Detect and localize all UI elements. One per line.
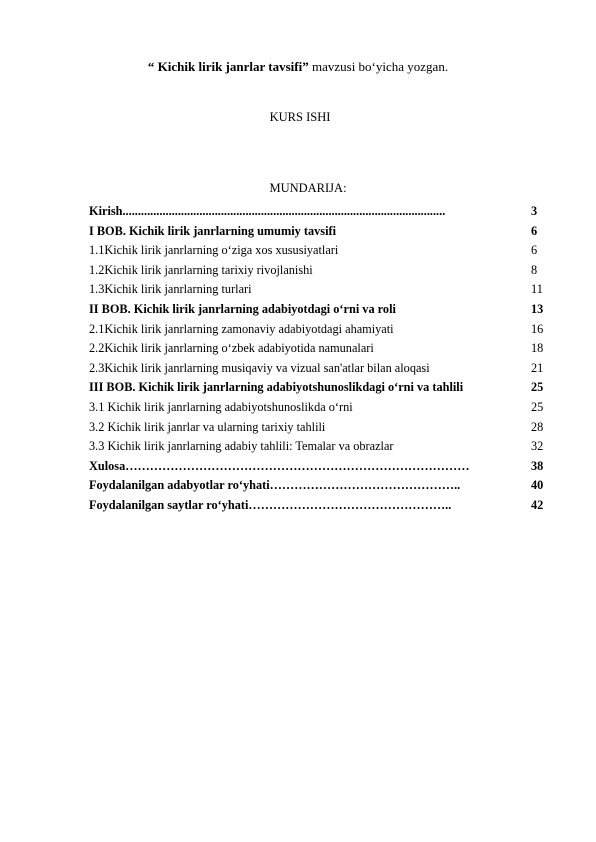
toc-entry-title: 2.1Kichik lirik janrlarning zamonaviy adabiyotdagi ahamiyati: [89, 321, 394, 336]
toc-entry-page-number: 42: [531, 497, 544, 512]
toc-entry-page-number: 25: [531, 380, 544, 395]
toc-entry: [89, 457, 559, 477]
toc-entry: [89, 320, 559, 340]
toc-entry: [89, 437, 559, 457]
toc-entry-title: 2.2Kichik lirik janrlarning o‘zbek adabiyotida namunalari: [89, 341, 374, 356]
toc-entry: [89, 202, 559, 222]
toc-entry-title: 3.3 Kichik lirik janrlarning adabiy tahlili: Temalar va obrazlar: [89, 439, 394, 454]
toc-entry: [89, 359, 559, 379]
toc-entry-title: I BOB. Kichik lirik janrlarning umumiy tavsifi: [89, 223, 336, 238]
toc-entry: [89, 241, 559, 261]
toc-entry-title: Kirish.........................................................................................................: [89, 204, 446, 218]
toc-entry-title: III BOB. Kichik lirik janrlarning adabiyotshunoslikdagi o‘rni va tahlili: [89, 380, 464, 395]
toc-entry: [89, 280, 559, 300]
toc-entry-page-number: 18: [531, 341, 544, 356]
toc-entry-title: 3.2 Kichik lirik janrlar va ularning tarixiy tahlili: [89, 419, 326, 434]
document-type-heading: KURS ISHI: [269, 110, 331, 124]
toc-entry: [89, 418, 559, 438]
toc-entry: [89, 222, 559, 242]
toc-entry-title: Xulosa…………………………………………………………………………: [89, 458, 470, 473]
toc-entry-page-number: 21: [531, 360, 544, 375]
toc-entry-page-number: 6: [531, 243, 538, 258]
toc-entry-title: 2.3Kichik lirik janrlarning musiqaviy va vizual san'atlar bilan aloqasi: [89, 360, 430, 375]
toc-entry-page-number: 6: [531, 223, 538, 238]
toc-entry: [89, 378, 559, 398]
toc-heading: MUNDARIJA:: [269, 181, 347, 195]
table-of-contents: [89, 202, 559, 516]
toc-entry-page-number: 38: [531, 458, 544, 473]
toc-entry-title: 3.1 Kichik lirik janrlarning adabiyotshunoslikda o‘rni: [89, 399, 353, 414]
toc-entry: [89, 261, 559, 281]
toc-entry: [89, 476, 559, 496]
toc-entry-title: II BOB. Kichik lirik janrlarning adabiyotdagi o‘rni va roli: [89, 301, 396, 316]
toc-entry-page-number: 32: [531, 439, 544, 454]
toc-entry: [89, 339, 559, 359]
toc-entry-page-number: 40: [531, 478, 544, 493]
toc-entry: [89, 300, 559, 320]
topic-title: “ Kichik lirik janrlar tavsifi”: [147, 59, 309, 74]
toc-entry-page-number: 28: [531, 419, 544, 434]
toc-entry-page-number: 8: [531, 262, 538, 277]
toc-entry: [89, 398, 559, 418]
toc-entry-title: 1.3Kichik lirik janrlarning turlari: [89, 282, 252, 297]
topic-line: [0, 59, 596, 75]
toc-entry-page-number: 3: [531, 204, 538, 218]
toc-entry-title: 1.1Kichik lirik janrlarning o‘ziga xos xususiyatlari: [89, 243, 339, 258]
toc-entry-page-number: 13: [531, 301, 544, 316]
toc-entry: [89, 496, 559, 516]
toc-entry-title: 1.2Kichik lirik janrlarning tarixiy rivojlanishi: [89, 262, 313, 277]
toc-entry-title: Foydalanilgan saytlar ro‘yhati…………………………………………..: [89, 497, 452, 512]
topic-suffix: mavzusi bo‘yicha yozgan.: [308, 59, 449, 74]
toc-entry-page-number: 25: [531, 399, 544, 414]
toc-entry-page-number: 11: [531, 282, 543, 297]
toc-entry-title: Foydalanilgan adabyotlar ro‘yhati………………………………………..: [89, 478, 461, 493]
toc-entry-page-number: 16: [531, 321, 544, 336]
